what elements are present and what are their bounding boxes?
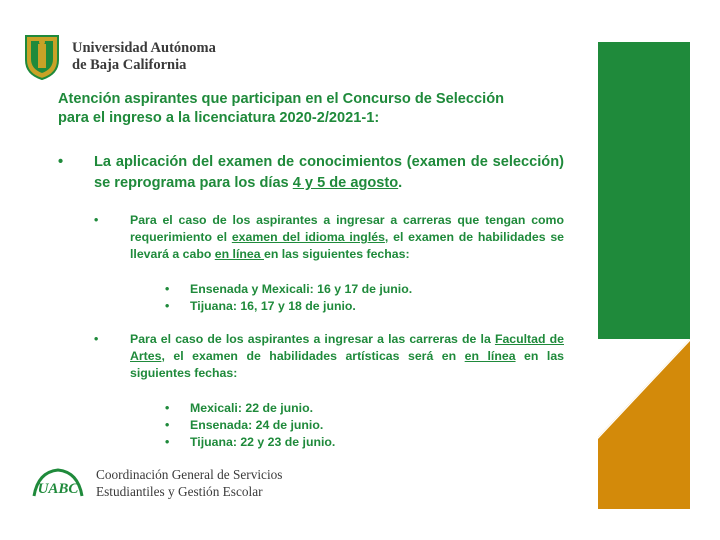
bullet-icon: • (165, 282, 170, 296)
bullet-icon: • (165, 418, 170, 432)
main-point-end: . (398, 175, 403, 191)
coordination-line2: Estudiantiles y Gestión Escolar (96, 484, 263, 499)
bullet-icon: • (94, 332, 99, 346)
sub-point-arts (130, 331, 564, 382)
sub1-english-exam: examen del idioma inglés (231, 230, 385, 244)
footer-coordination (30, 466, 282, 500)
bullet-icon: • (165, 435, 170, 449)
sub1-online: en línea (214, 247, 264, 261)
list-item: Ensenada: 24 de junio. (190, 418, 324, 432)
sub2-online: en línea (464, 349, 516, 363)
page-heading (58, 90, 568, 128)
sub2-text-1: Para el caso de los aspirantes a ingresar a las carreras de la (130, 332, 495, 346)
list-item: Mexicali: 22 de junio. (190, 401, 314, 415)
sub1-text-2: , el examen de habilidades se llevará a cabo (130, 230, 564, 261)
sub1-text-1: Para el caso de los aspirantes a ingresar a carreras que tengan como requerimiento el (130, 213, 564, 244)
university-name (72, 40, 216, 74)
university-name-line1: Universidad Autónoma (72, 40, 216, 56)
sub2-text-3: en las siguientes fechas: (130, 349, 565, 380)
bullet-icon: • (165, 401, 170, 415)
coordination-line1: Coordinación General de Servicios (96, 467, 283, 482)
sub2-text-2: , el examen de habilidades artísticas será en (161, 349, 465, 363)
list-item: Tijuana: 16, 17 y 18 de junio. (190, 299, 356, 313)
bullet-icon: • (165, 299, 170, 313)
university-name-line2: de Baja California (72, 57, 187, 73)
green-decor-bar (598, 42, 690, 339)
university-shield-icon (24, 34, 60, 80)
main-point-text: La aplicación del examen de conocimientos (examen de selección) se reprograma para los días (94, 154, 564, 191)
list-item: Tijuana: 22 y 23 de junio. (190, 435, 336, 449)
bullet-icon: • (58, 154, 64, 170)
heading-line1: Atención aspirantes que participan en el Concurso de Selección (58, 91, 505, 107)
sub-point-english (130, 212, 564, 263)
coordination-name (96, 466, 282, 500)
sub2-faculty: Facultad de Artes (130, 332, 564, 363)
sub1-text-3: en las siguientes fechas: (263, 247, 410, 261)
main-point (94, 152, 564, 194)
uabc-logo-text: UABC (37, 481, 79, 497)
orange-decor-triangle (598, 339, 690, 509)
heading-line2: para el ingreso a la licenciatura 2020-2/2021-1: (58, 110, 380, 126)
university-logo (24, 34, 216, 80)
uabc-logo (30, 466, 86, 500)
list-item: Ensenada y Mexicali: 16 y 17 de junio. (190, 282, 413, 296)
bullet-icon: • (94, 213, 99, 227)
main-point-dates: 4 y 5 de agosto (292, 175, 399, 191)
